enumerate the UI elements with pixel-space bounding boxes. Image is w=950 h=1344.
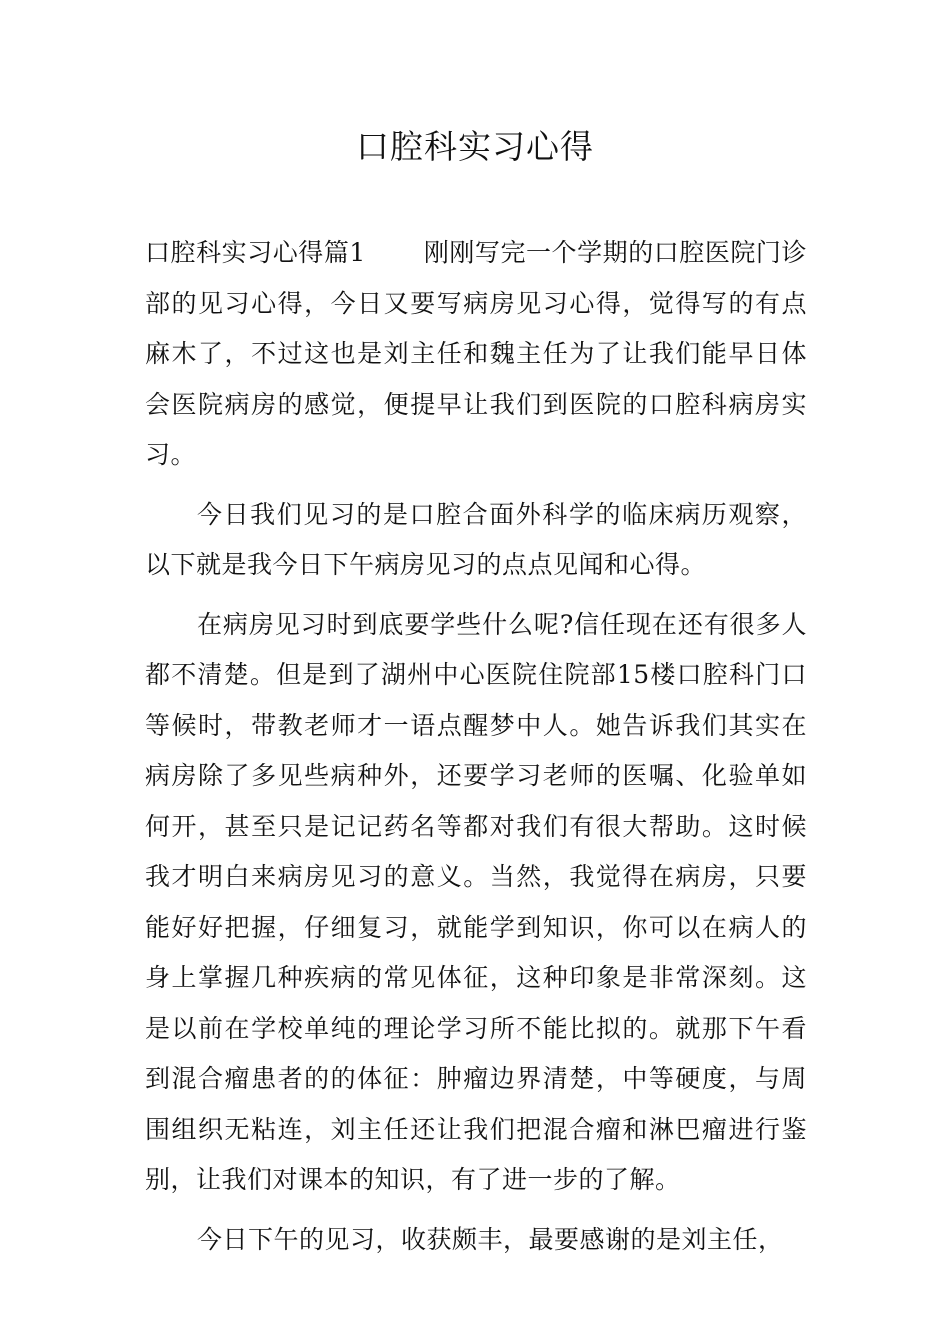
paragraph-1-text: 刚刚写完一个学期的口腔医院门诊部的见习心得，今日又要写病房见习心得，觉得写的有点麻木了，不过这也是刘主任和魏主任为了让我们能早日体会医院病房的感觉，便提早让我们到医院的口腔科病房实习。 xyxy=(145,238,807,469)
document-body xyxy=(145,228,807,1265)
paragraph-3: 在病房见习时到底要学些什么呢?信任现在还有很多人都不清楚。但是到了湖州中心医院住院部15楼口腔科门口等候时，带教老师才一语点醒梦中人。她告诉我们其实在病房除了多见些病种外，还要学习老师的医嘱、化验单如何开，甚至只是记记药名等都对我们有很大帮助。这时候我才明白来病房见习的意义。当然，我觉得在病房，只要能好好把握，仔细复习，就能学到知识，你可以在病人的身上掌握几种疾病的常见体征，这种印象是非常深刻。这是以前在学校单纯的理论学习所不能比拟的。就那下午看到混合瘤患者的的体征：肿瘤边界清楚，中等硬度，与周围组织无粘连，刘主任还让我们把混合瘤和淋巴瘤进行鉴别，让我们对课本的知识，有了进一步的了解。 xyxy=(145,609,807,1194)
section-heading: 口腔科实习心得篇1 xyxy=(145,238,366,267)
document-title: 口腔科实习心得 xyxy=(356,127,594,166)
paragraph-2: 今日我们见习的是口腔合面外科学的临床病历观察，以下就是我今日下午病房见习的点点见闻和心得。 xyxy=(145,499,807,579)
paragraph-1 xyxy=(145,228,807,481)
paragraph-4: 今日下午的见习，收获颇丰，最要感谢的是刘主任， xyxy=(197,1224,784,1254)
